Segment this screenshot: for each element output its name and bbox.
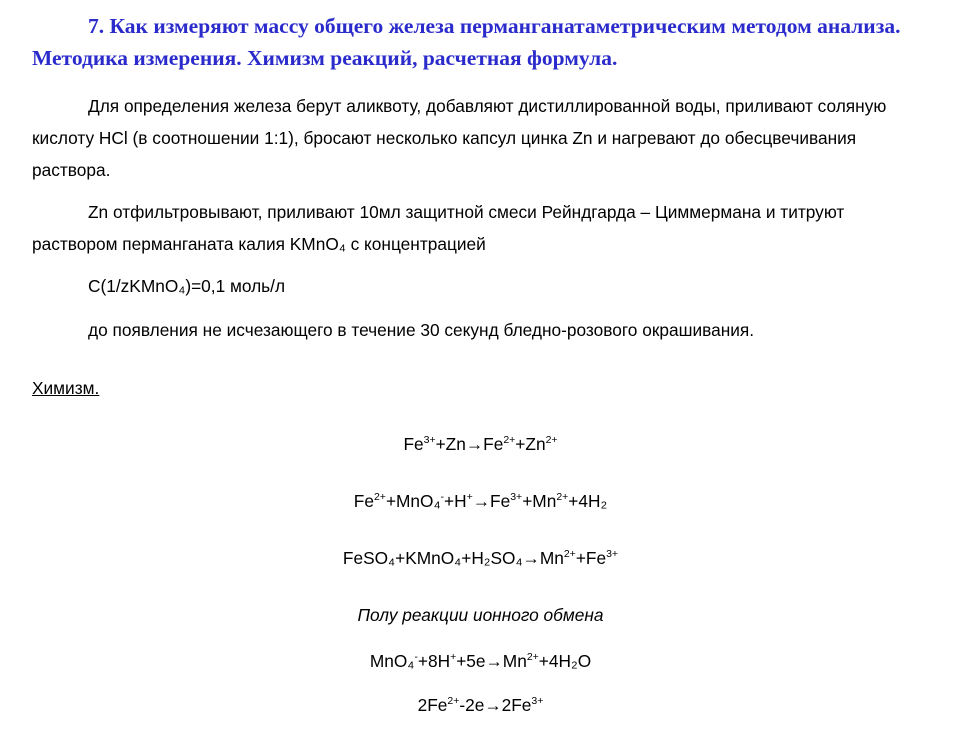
eq2-part: →Fe: [472, 491, 511, 511]
equation-5: [0, 689, 961, 721]
half-reactions-label: Полу реакции ионного обмена: [357, 605, 604, 625]
eq4-charge: -: [414, 651, 418, 663]
eq5-part: 2Fe: [417, 695, 448, 715]
eq4-part: +8H: [417, 651, 451, 671]
eq2-part: +MnO₄: [385, 491, 441, 511]
eq2-part: Fe: [353, 491, 374, 511]
eq1-part: +Zn→Fe: [435, 434, 504, 454]
equation-1: [0, 428, 961, 460]
eq2-charge: 3+: [510, 491, 523, 503]
eq2-charge: 2+: [373, 491, 386, 503]
eq1-part: Fe: [403, 434, 424, 454]
eq3-charge: 3+: [606, 548, 619, 560]
chemistry-section-label: Химизм.: [32, 378, 100, 398]
paragraph-procedure: Для определения железа берут аликвоту, добавляют дистиллированной воды, приливают соляную кислоту HCl (в соотношении 1:1), бросают несколько капсул цинка Zn и нагревают до обесцвечивания раствора.: [32, 96, 887, 180]
eq2-charge: -: [440, 491, 445, 503]
eq1-charge: 2+: [545, 434, 558, 446]
eq5-charge: 2+: [447, 695, 460, 707]
concentration-line: C(1/zKMnO₄)=0,1 моль/л: [88, 276, 286, 296]
section-heading: 7. Как измеряют массу общего железа перманганатаметрическим методом анализа. Методика измерения. Химизм реакций, расчетная формула.: [32, 14, 901, 70]
eq2-part: +Mn: [522, 491, 557, 511]
eq4-charge: 2+: [526, 651, 539, 663]
eq2-part: +H: [444, 491, 467, 511]
equation-4: [0, 645, 961, 677]
eq2-part: +4H₂: [568, 491, 608, 511]
eq4-part: +5e→Mn: [456, 651, 527, 671]
equation-2: [0, 485, 961, 517]
equation-3: [0, 542, 961, 574]
eq1-charge: 3+: [423, 434, 436, 446]
eq3-charge: 2+: [563, 548, 576, 560]
paragraph-endpoint: до появления не исчезающего в течение 30 секунд бледно-розового окрашивания.: [88, 320, 755, 340]
eq4-charge: +: [450, 651, 457, 663]
eq5-charge: 3+: [531, 695, 544, 707]
eq3-part: +Fe: [575, 548, 607, 568]
eq2-charge: 2+: [556, 491, 569, 503]
eq1-part: +Zn: [515, 434, 546, 454]
eq4-part: +4H₂O: [538, 651, 592, 671]
paragraph-titration: Zn отфильтровывают, приливают 10мл защитной смеси Рейндгарда – Циммермана и титруют раствором перманганата калия KMnO₄ с концентрацией: [32, 202, 845, 254]
eq2-charge: +: [466, 491, 473, 503]
eq3-part: FeSO₄+KMnO₄+H₂SO₄→Mn: [342, 548, 564, 568]
eq4-part: MnO₄: [369, 651, 415, 671]
eq1-charge: 2+: [503, 434, 516, 446]
eq5-part: -2e→2Fe: [459, 695, 532, 715]
